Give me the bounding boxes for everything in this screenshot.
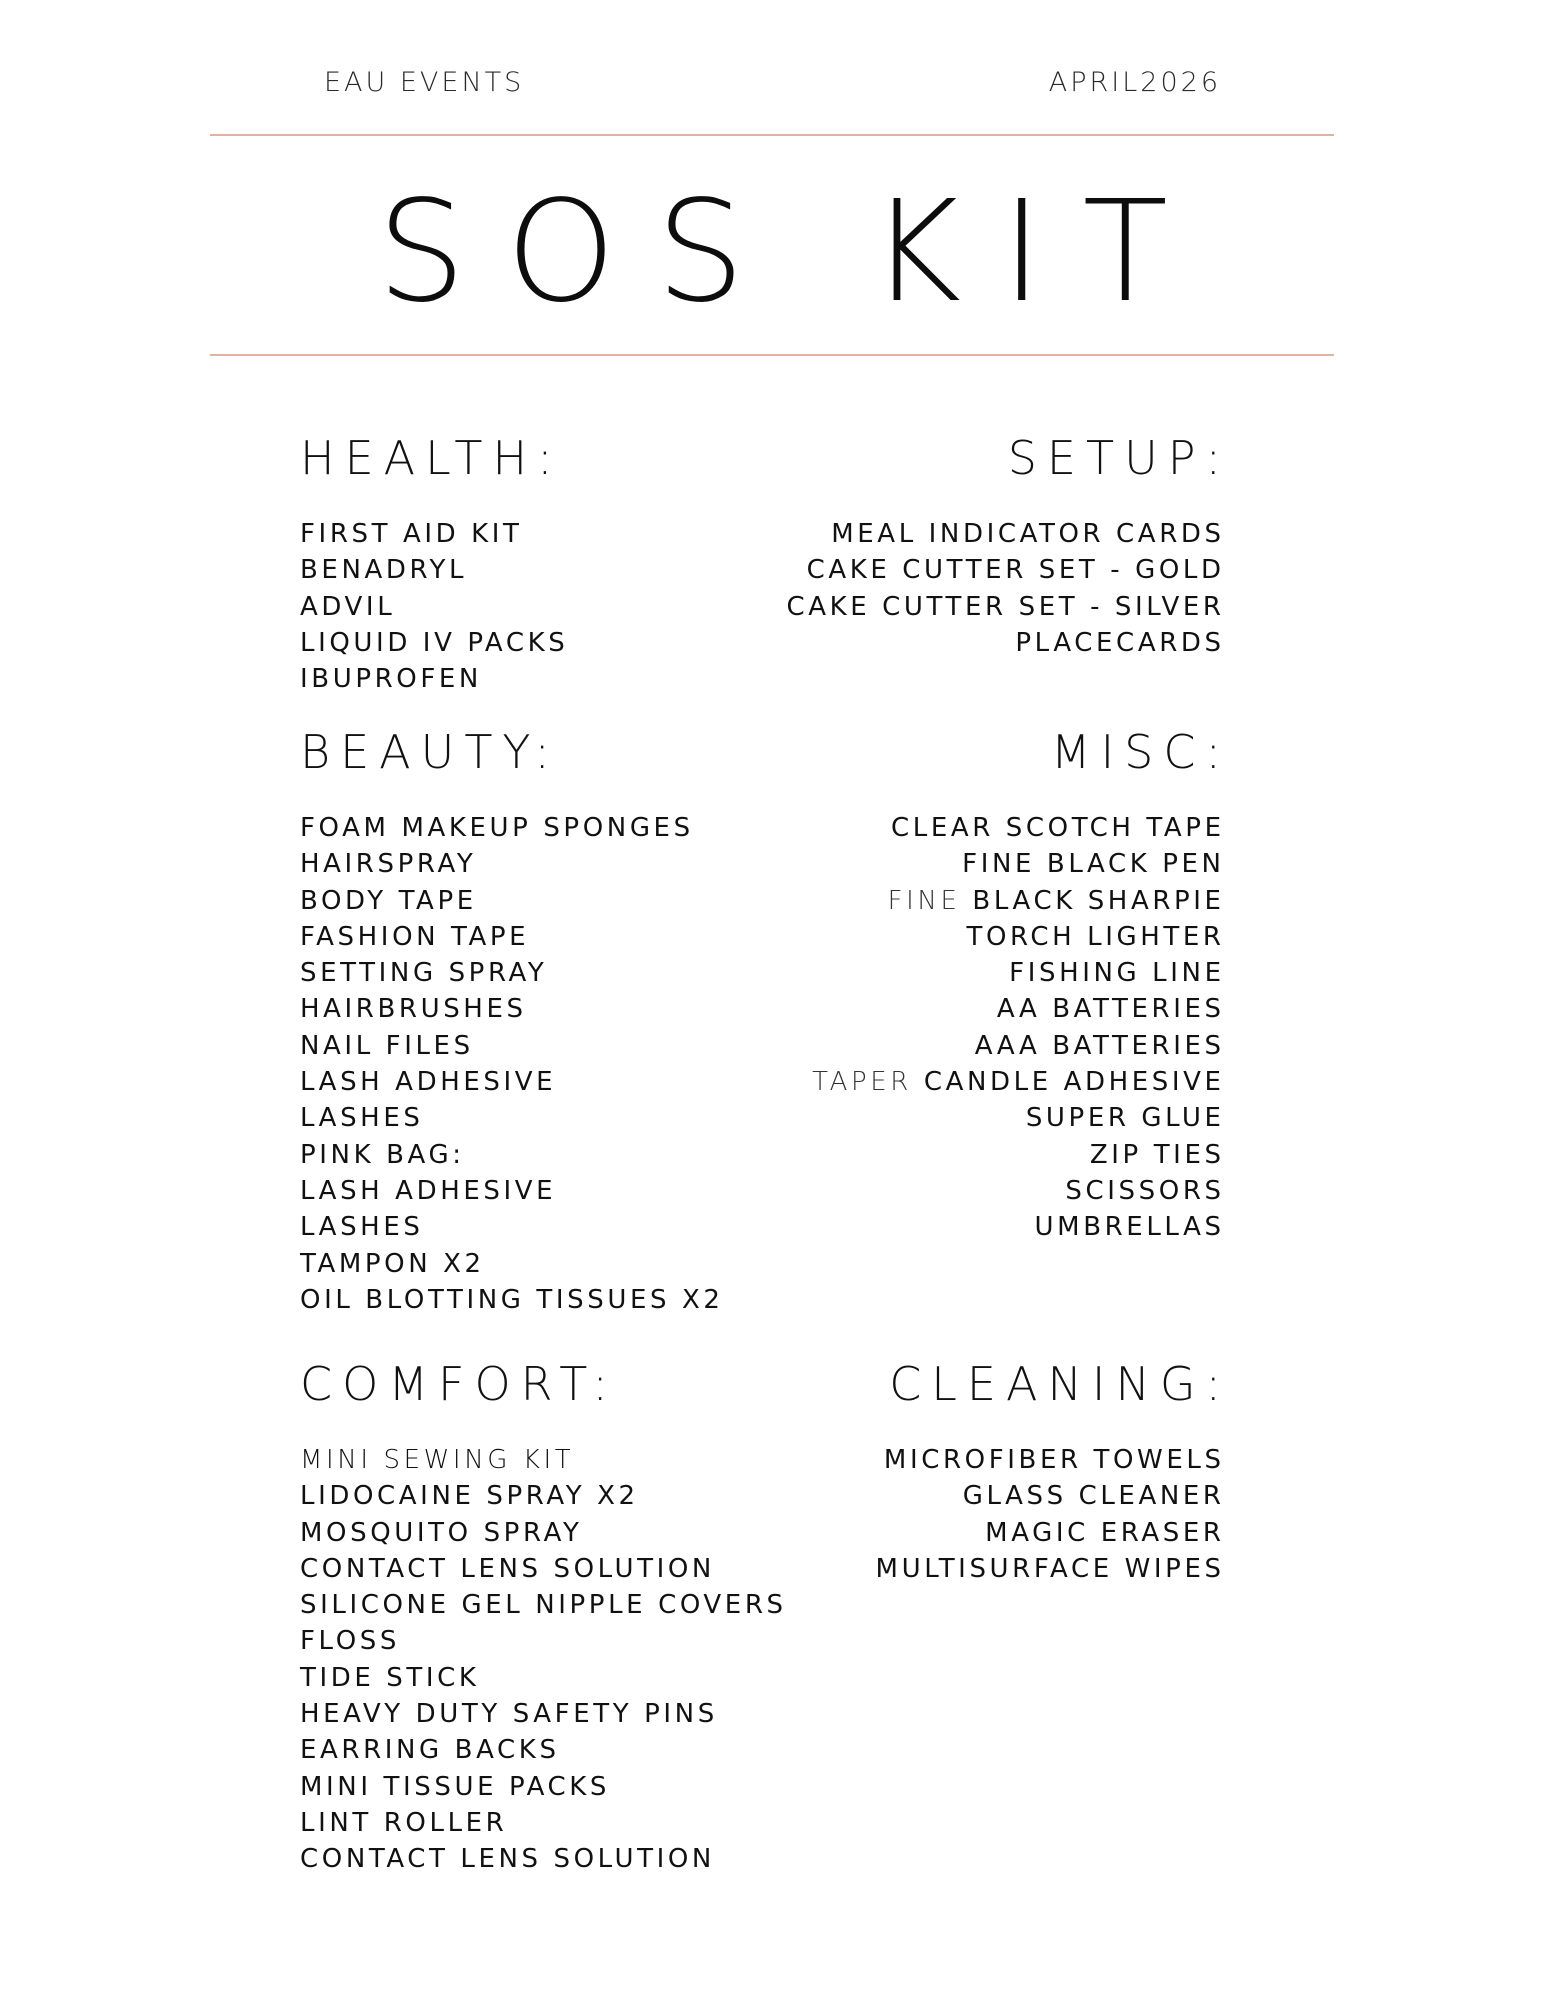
list-item: LASH ADHESIVE xyxy=(300,1175,557,1206)
list-item: LINT ROLLER xyxy=(300,1807,508,1838)
list-item: MICROFIBER TOWELS xyxy=(883,1445,1225,1475)
list-item: SUPER GLUE xyxy=(1025,1103,1225,1134)
setup-heading: SETUP: xyxy=(1007,431,1231,485)
list-item: GLASS CLEANER xyxy=(962,1481,1225,1512)
list-item: FASHION TAPE xyxy=(300,921,530,952)
list-item: LIDOCAINE SPRAY X2 xyxy=(300,1481,639,1512)
list-item: ZIP TIES xyxy=(1089,1139,1225,1170)
list-item: OIL BLOTTING TISSUES X2 xyxy=(300,1284,724,1315)
list-item: LASHES xyxy=(300,1212,424,1243)
list-item: FLOSS xyxy=(300,1626,400,1657)
list-item: MOSQUITO SPRAY xyxy=(300,1517,583,1548)
list-item: SILICONE GEL NIPPLE COVERS xyxy=(300,1590,787,1621)
list-item-prefix: TAPER xyxy=(812,1067,912,1098)
list-item: HAIRBRUSHES xyxy=(300,994,527,1025)
list-item: MINI SEWING KIT xyxy=(300,1445,575,1475)
cleaning-section xyxy=(601,1356,1231,1587)
list-item: PLACECARDS xyxy=(1015,627,1225,658)
list-item: FIRST AID KIT xyxy=(300,519,523,549)
beauty-heading: BEAUTY: xyxy=(300,725,560,779)
list-item: BENADRYL xyxy=(300,555,468,586)
bottom-divider xyxy=(210,354,1334,356)
health-heading: HEALTH: xyxy=(300,431,563,485)
list-item: SCISSORS xyxy=(1065,1175,1225,1206)
list-item: MAGIC ERASER xyxy=(985,1517,1225,1548)
brand-name: EAU EVENTS xyxy=(324,67,525,98)
list-item: TAMPON X2 xyxy=(300,1248,485,1279)
misc-section xyxy=(601,724,1231,1246)
list-item: LASHES xyxy=(300,1103,424,1134)
list-item: TORCH LIGHTER xyxy=(966,921,1225,952)
list-item: CLEAR SCOTCH TAPE xyxy=(891,813,1225,843)
cleaning-list xyxy=(601,1442,1225,1587)
top-divider xyxy=(210,134,1334,136)
cleaning-heading: CLEANING: xyxy=(889,1357,1231,1411)
list-item: AA BATTERIES xyxy=(996,994,1225,1025)
list-item: CONTACT LENS SOLUTION xyxy=(300,1553,715,1584)
list-item: MINI TISSUE PACKS xyxy=(300,1771,611,1802)
document-date: APRIL2026 xyxy=(1048,67,1221,98)
list-item: CAKE CUTTER SET - GOLD xyxy=(806,555,1225,586)
list-item-rest: BLACK SHARPIE xyxy=(972,885,1225,916)
comfort-heading: COMFORT: xyxy=(300,1357,618,1411)
list-item-rest: CANDLE ADHESIVE xyxy=(923,1067,1225,1098)
setup-section xyxy=(601,430,1231,661)
list-item: BODY TAPE xyxy=(300,885,477,916)
list-item: HAIRSPRAY xyxy=(300,849,477,880)
list-item: EARRING BACKS xyxy=(300,1735,560,1766)
list-item-prefix: FINE xyxy=(887,885,961,916)
list-item: FISHING LINE xyxy=(1009,958,1225,989)
list-item: MULTISURFACE WIPES xyxy=(875,1553,1225,1584)
setup-list xyxy=(601,516,1225,661)
list-item xyxy=(601,883,1225,919)
list-item: CONTACT LENS SOLUTION xyxy=(300,1844,715,1875)
page-title: SOS KIT xyxy=(376,171,1209,334)
list-item: MEAL INDICATOR CARDS xyxy=(831,519,1225,549)
list-item: CAKE CUTTER SET - SILVER xyxy=(786,591,1225,622)
misc-list xyxy=(601,810,1225,1246)
list-item: FOAM MAKEUP SPONGES xyxy=(300,813,694,843)
list-item: NAIL FILES xyxy=(300,1030,474,1061)
list-item: LIQUID IV PACKS xyxy=(300,627,569,658)
list-item: SETTING SPRAY xyxy=(300,958,548,989)
list-item: HEAVY DUTY SAFETY PINS xyxy=(300,1699,718,1730)
misc-heading: MISC: xyxy=(1050,725,1231,779)
list-item: UMBRELLAS xyxy=(1034,1212,1225,1243)
list-item: LASH ADHESIVE xyxy=(300,1067,557,1098)
list-item: ADVIL xyxy=(300,591,396,622)
list-item: FINE BLACK PEN xyxy=(962,849,1225,880)
list-item: TIDE STICK xyxy=(300,1662,480,1693)
list-item xyxy=(601,1064,1225,1100)
list-item: AAA BATTERIES xyxy=(974,1030,1225,1061)
list-item: IBUPROFEN xyxy=(300,664,482,695)
list-item: PINK BAG: xyxy=(300,1139,465,1170)
